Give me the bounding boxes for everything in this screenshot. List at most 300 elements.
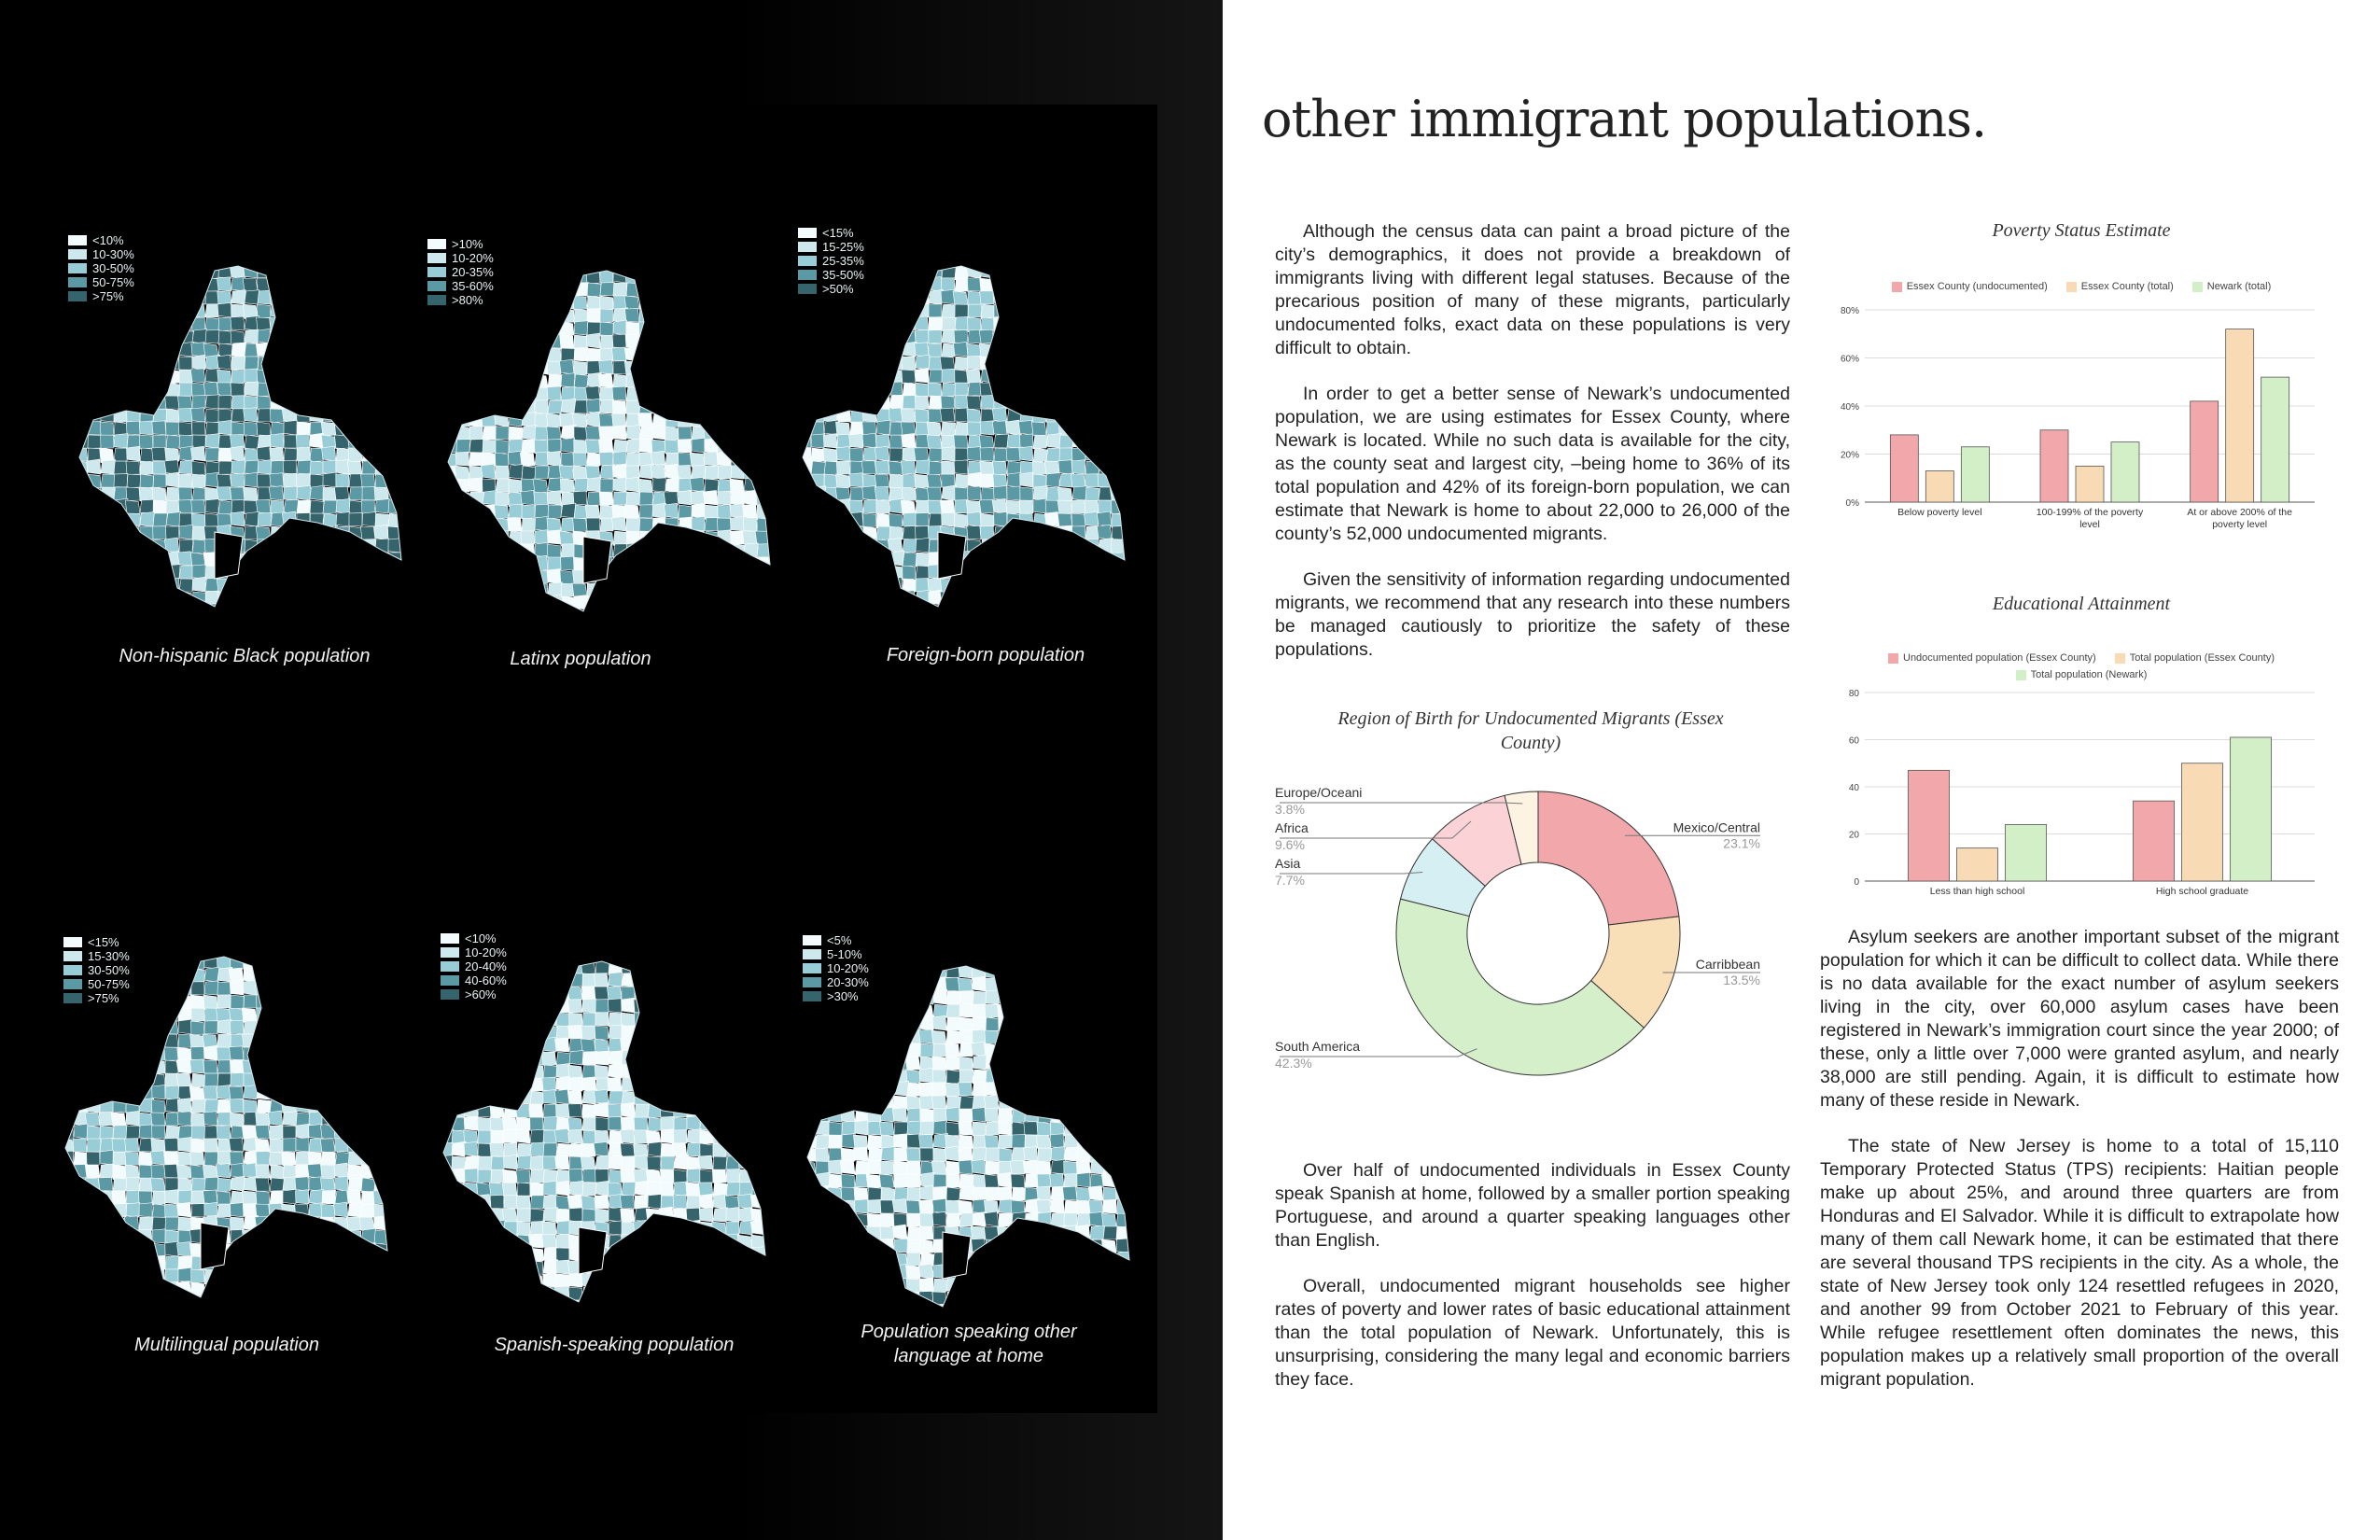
donut-label: Europe/Oceani [1275,785,1363,800]
map-tract [687,1038,702,1052]
map-tract [726,1039,740,1053]
map-tract [387,1203,402,1217]
legend-swatch [63,937,82,947]
map-tract [451,1235,465,1248]
map-tract [542,973,556,987]
map-tract [387,304,401,317]
map-tract [635,1259,648,1274]
map-tract [1085,565,1099,579]
map-tract [478,1221,492,1235]
map-tract [439,1052,452,1065]
legend-swatch [803,991,821,1001]
map-tract [258,264,271,278]
map-tract [651,451,665,466]
map-tract [348,1268,361,1282]
map-tract [1110,487,1125,500]
map-tract [713,1248,726,1262]
map-tract [1098,291,1112,304]
map-tract [842,1304,857,1316]
map-tract [282,968,296,982]
map-tract [842,1057,856,1070]
map-tract [875,304,889,317]
map-tract [692,270,705,284]
map-tract [679,427,692,441]
map-tract [297,565,311,579]
map-tract [375,605,389,616]
map-tract [151,1165,165,1179]
map-tract [164,1204,178,1218]
map-tract [687,999,700,1013]
map-tract [1116,1226,1130,1240]
map-tract [496,322,509,337]
map-tract [920,952,933,965]
map-tract [1103,1199,1116,1213]
map-tract [687,1196,701,1210]
map-tract [850,383,865,396]
map-tract [1085,605,1099,616]
map-tract [229,1269,244,1283]
map-tract [176,1202,191,1217]
map-tract [692,438,705,453]
map-tract [868,1057,882,1071]
map-tract [1012,1134,1025,1148]
map-tract [322,566,336,580]
map-tract [1099,330,1113,343]
map-tract [348,1165,361,1180]
map-tract [270,1165,285,1180]
chart-title [1307,707,1755,755]
map-tract [517,1299,531,1311]
map-tract [469,544,484,558]
map-tract [231,605,246,616]
map-tract [1101,1252,1116,1266]
map-tract [268,1111,283,1126]
map-tract [1123,421,1138,435]
map-tract [582,1209,595,1223]
map-tract [1128,1003,1142,1017]
map-tract [530,1298,544,1311]
map-tract [151,1126,165,1139]
map-tract [665,427,679,441]
map-tract [177,1112,191,1126]
map-tract [401,474,414,489]
map-tract [1006,553,1020,566]
map-tract [1085,382,1099,396]
map-tract [661,1052,675,1067]
map-tract [401,422,415,436]
map-tract [1127,1213,1142,1226]
map-tract [1006,420,1020,435]
map-tract [724,1286,739,1300]
map-tract [638,361,652,374]
map-tract [829,1135,842,1148]
map-tract [928,252,942,266]
map-tract [177,1099,191,1113]
map-tract [478,1091,491,1104]
map-tract [86,1217,100,1231]
map-tract [1045,252,1059,265]
map-tract [166,304,181,317]
map-tract [1062,1186,1077,1200]
map-tract [257,1256,272,1271]
map-tract [1129,1017,1143,1031]
map-tract [126,1295,140,1307]
map-tract [986,1187,1001,1200]
map-tract [456,335,469,350]
map-tract [1097,511,1112,526]
map-tract [362,591,375,605]
map-tract [1059,448,1072,461]
map-tract [674,1273,687,1287]
map-tract [74,1230,87,1245]
map-tract [374,982,387,997]
map-tract [967,525,981,539]
map-tract [1007,370,1020,383]
x-tick-label: Less than high school [1929,886,2025,897]
map-tract [509,372,522,387]
map-tract [958,978,973,992]
map-tract [836,461,850,474]
map-tract [218,500,233,515]
map-tract [465,1259,479,1274]
x-tick-label: level [2079,519,2100,530]
map-tract [811,396,825,410]
map-tract [638,479,652,494]
map-tract [322,1256,337,1269]
map-tract [1057,500,1072,513]
map-tract [648,1235,662,1248]
map-tract [205,448,219,461]
map-tract [751,1104,765,1118]
map-tract [297,485,311,500]
map-tract [321,1008,335,1022]
map-tract [387,1190,401,1204]
map-tract [652,530,666,544]
map-tract [932,1083,946,1096]
map-tract [270,473,284,487]
map-tract [835,591,850,605]
map-tract [698,1183,713,1196]
map-tract [620,1195,635,1209]
map-tract [74,1124,88,1139]
text-column-left-bottom [1275,1159,1790,1414]
map-tract [204,1202,217,1217]
map-tract [284,302,298,317]
map-tract [1011,991,1025,1006]
map-tract [75,498,88,513]
map-tract [75,461,88,475]
map-tract [520,570,535,584]
map-tract [468,557,483,571]
map-tract [568,1026,582,1039]
map-tract [296,943,309,958]
map-tract [726,1169,740,1183]
map-tract [322,1230,335,1244]
map-tract [717,609,731,621]
map-tract [692,400,707,415]
map-tract [888,357,903,371]
map-tract [972,1107,986,1122]
map-tract [999,1279,1014,1294]
map-tract [959,1278,974,1292]
map-tract [770,544,783,558]
map-tract [296,291,310,305]
map-tract [621,1117,635,1130]
map-tract [335,357,349,371]
map-tract [582,1077,595,1091]
map-tract [61,1099,74,1113]
map-tract [1038,1279,1052,1292]
map-tract [862,422,876,435]
map-tract [687,947,700,962]
map-tract [1025,1108,1038,1122]
map-tract [535,295,549,309]
map-tract [255,1269,270,1282]
map-tract [1007,513,1020,527]
map-tract [765,1064,779,1078]
map-tract [477,1273,491,1287]
map-tract [679,269,693,283]
map-tract [674,1234,687,1248]
map-tract [374,1059,387,1073]
map-tract [1115,1305,1129,1316]
map-tract [373,408,388,422]
map-tract [231,473,245,487]
map-tract [245,592,258,607]
map-tract [866,1042,881,1057]
map-tract [217,982,231,996]
map-tract [1012,952,1027,965]
map-tract [245,460,259,474]
map-tract [387,566,401,581]
map-tract [973,1252,986,1266]
map-tract [698,1024,713,1039]
map-tract [646,1000,661,1014]
map-tract [731,556,744,570]
map-label-spanish: Spanish-speaking population [494,1335,735,1355]
map-tract [88,591,102,605]
map-tract [388,421,402,435]
map-tract [530,1169,544,1183]
map-tract [255,1126,270,1140]
map-tract [622,960,636,974]
legend-swatch [803,949,821,959]
map-tract [713,1274,726,1287]
map-tract [443,399,458,413]
map-tract [387,330,401,344]
map-tract [375,422,389,435]
map-tract [164,460,179,474]
map-tract [1112,290,1125,304]
map-tract [919,1068,933,1083]
map-tract [929,513,944,526]
map-tract [751,1091,765,1104]
map-tract [1111,461,1125,474]
map-tract [150,982,165,995]
map-tract [678,374,692,389]
map-tract [297,526,311,540]
map-tract [191,1139,204,1153]
map-tract [515,1065,530,1078]
map-tract [769,466,783,480]
map-tract [600,479,613,492]
map-tract [1012,1109,1027,1124]
map-tract [469,478,483,492]
map-tract [504,1300,517,1311]
map-tract [713,947,726,960]
map-tract [586,333,600,348]
map-tract [165,982,178,997]
map-tract [126,383,140,397]
map-tract [1051,1159,1065,1174]
map-tract [946,1030,960,1044]
map-tract [1050,965,1064,978]
map-tract [153,409,167,423]
map-tract [166,409,179,424]
map-tract [284,383,298,397]
legend-swatch [2115,653,2125,664]
map-tract [1020,303,1033,317]
map-tract [638,335,652,349]
map-tract [456,555,470,570]
map-tract [362,330,375,343]
map-tract [296,1032,311,1047]
map-tract [1077,1109,1091,1123]
map-tract [1025,1069,1039,1083]
map-tract [848,394,863,409]
map-tract [841,1187,855,1200]
map-tract [296,994,311,1008]
map-tract [981,539,995,553]
map-tract [850,329,864,343]
map-tract [1037,1174,1051,1187]
map-tract [1037,1081,1051,1096]
map-tract [483,335,497,348]
map-tract [322,1268,335,1282]
map-tract [1075,1004,1090,1019]
map-tract [556,1274,569,1288]
map-tract [217,1178,231,1193]
map-tract [360,474,375,487]
map-tract [1012,1069,1026,1083]
map-tract [659,960,674,974]
map-tract [192,396,205,409]
map-tract [257,1047,271,1061]
map-tract [600,399,614,413]
map-tract [901,460,916,474]
map-tract [1025,1305,1039,1316]
map-tract [443,374,456,388]
map-tract [648,1141,662,1156]
map-tract [751,1169,765,1183]
map-tract [164,330,179,345]
map-tract [112,1007,126,1021]
map-tract [61,1282,75,1295]
map-tract [362,396,376,411]
map-tract [920,1185,933,1200]
map-tract [534,440,548,454]
map-tract [907,1043,922,1057]
map-tract [439,1013,453,1026]
map-tract [153,435,166,449]
map-tract [811,330,825,343]
map-tract [803,1004,817,1017]
map-tract [967,592,981,607]
map-tract [867,1279,881,1294]
map-tract [1085,553,1099,567]
map-tract [451,1274,465,1287]
map-tract [257,1072,272,1086]
map-tract [705,257,718,270]
map-tract [1051,1265,1066,1279]
map-tract [1116,1015,1129,1030]
legend-label: >50% [822,282,854,296]
map-tract [282,982,296,995]
map-tract [464,1141,478,1156]
legend-item [1888,652,2096,664]
map-tract [685,1012,700,1026]
map-tract [114,566,127,581]
map-tract [101,435,114,448]
map-tract [507,296,522,310]
map-tract [674,1025,687,1039]
map-tract [165,1190,178,1204]
map-tract [880,1304,894,1316]
map-tract [763,1050,778,1065]
map-tract [626,596,640,610]
map-tract [803,1266,816,1279]
map-tract [310,485,324,500]
map-tract [916,566,931,580]
map-tract [296,264,310,278]
map-tract [281,994,296,1008]
map-tract [257,1060,271,1075]
map-tract [1112,264,1126,278]
map-tract [348,1111,361,1126]
map-tract [1012,1225,1026,1239]
map-tract [439,1248,452,1261]
map-tract [189,1295,204,1307]
map-tract [101,566,115,579]
map-tract [704,581,718,596]
map-tract [621,1102,635,1117]
map-tract [229,1256,244,1269]
map-tract [967,278,981,291]
map-tract [297,605,310,616]
map-tract [731,322,745,335]
map-tract [296,1086,310,1099]
map-tract [1114,952,1129,965]
map-tract [87,538,101,553]
map-tract [483,361,497,374]
map-tract [713,999,727,1013]
map-tract [742,490,757,505]
map-tract [490,1065,504,1078]
map-tract [556,1248,569,1261]
map-tract [490,1117,504,1132]
map-tract [258,605,271,616]
map-tract [1012,1096,1027,1110]
map-tract [892,1002,907,1017]
map-tract [954,460,968,474]
map-tract [718,425,732,440]
map-tract [1045,500,1059,513]
map-tract [309,1007,323,1021]
map-tract [752,1117,765,1131]
map-tract [1046,578,1059,592]
map-tract [295,1204,309,1218]
paragraph: Overall, undocumented migrant households see higher rates of poverty and lower rates of basic educational attainment than the total population of Newark. Unfortunately, this is unsurprising, considering the many legal and economic barriers they face. [1275,1276,1790,1390]
